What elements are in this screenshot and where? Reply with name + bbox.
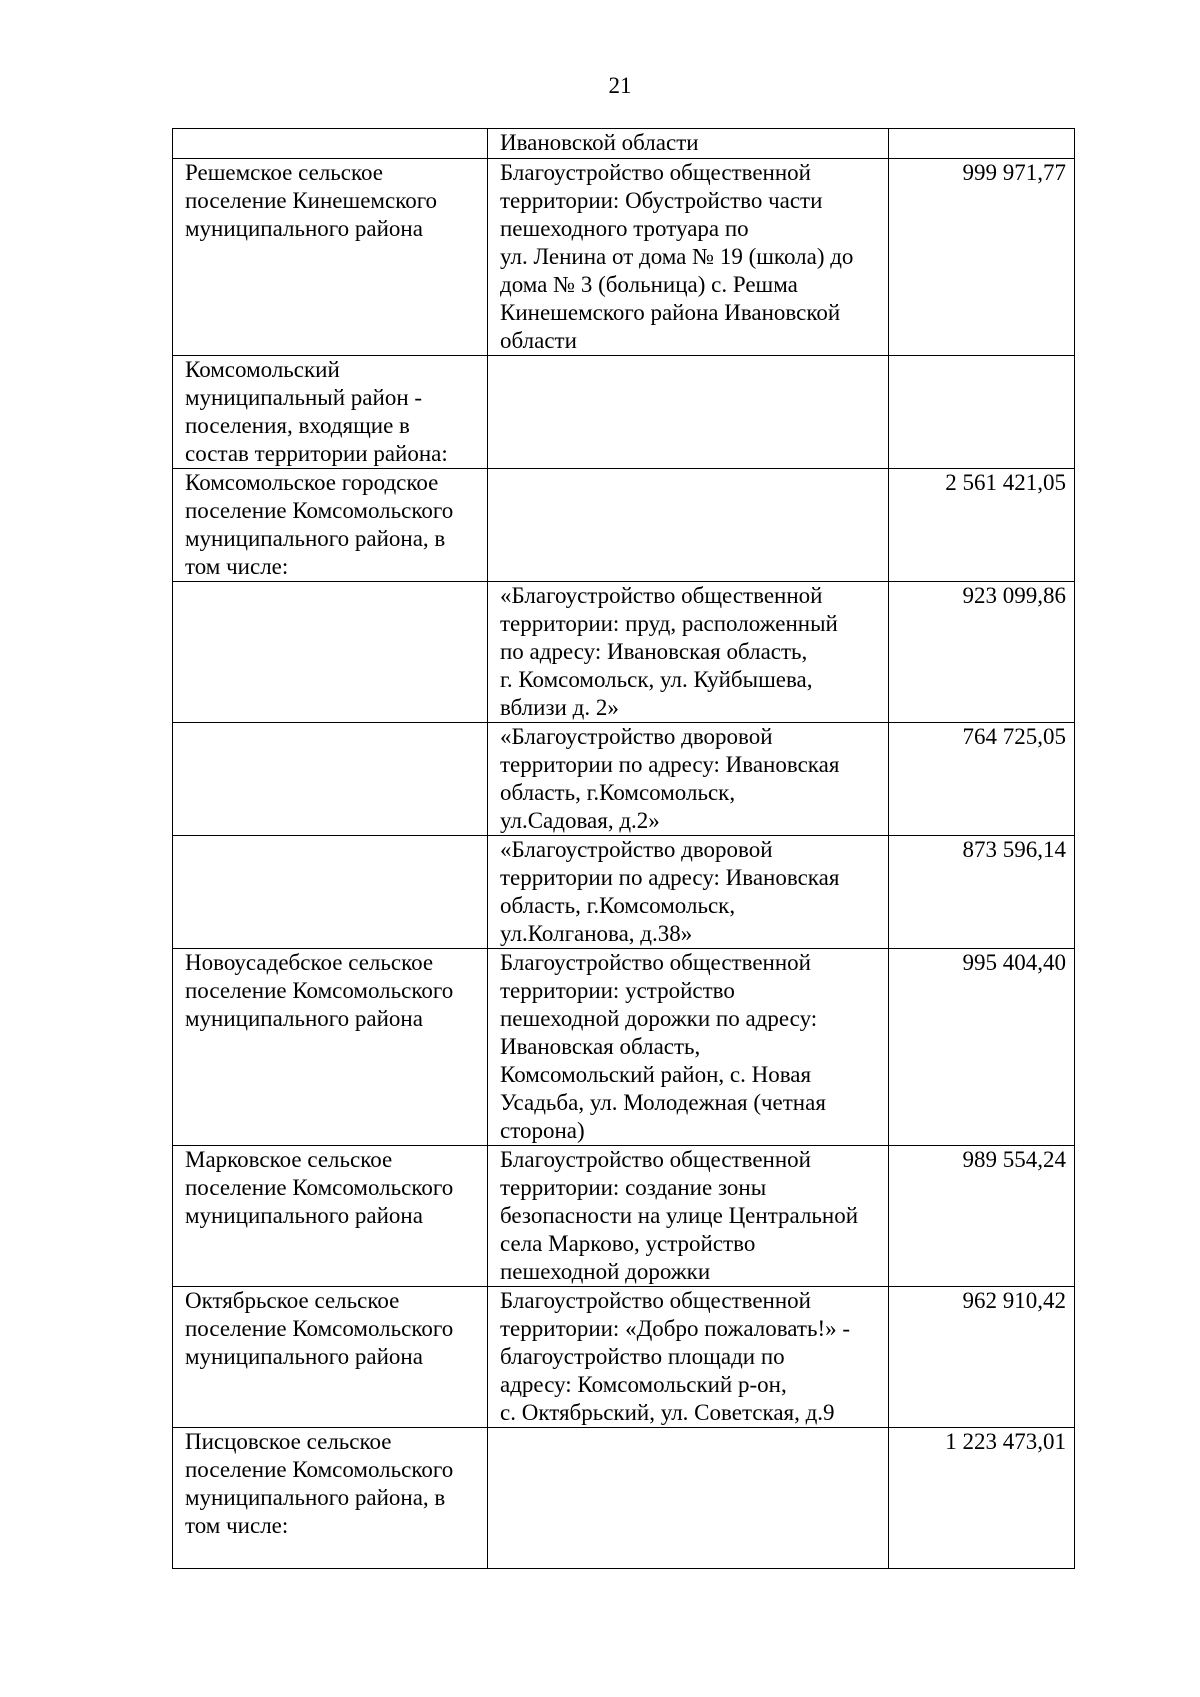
settlement-cell	[173, 129, 488, 159]
amount-cell	[889, 1428, 1075, 1569]
amount-cell	[889, 723, 1075, 836]
settlement-cell	[173, 1146, 488, 1287]
project-text: «Благоустройство дворовой территории по адресу: Ивановская область, г.Комсомольск, ул.Садовая, д.2»	[500, 724, 840, 833]
table-row	[173, 836, 1075, 949]
amount-text: 999 971,77	[962, 160, 1066, 185]
project-cell	[488, 836, 889, 949]
table-row	[173, 1428, 1075, 1569]
settlement-text: Марковское сельское поселение Комсомольского муниципального района	[185, 1147, 454, 1228]
table-row	[173, 469, 1075, 582]
amount-text: 989 554,24	[962, 1147, 1066, 1172]
table-row	[173, 1146, 1075, 1287]
amount-cell	[889, 159, 1075, 356]
project-cell	[488, 356, 889, 469]
project-cell	[488, 582, 889, 723]
settlement-cell	[173, 949, 488, 1146]
settlement-cell	[173, 582, 488, 723]
amount-cell	[889, 1287, 1075, 1428]
settlement-cell	[173, 1287, 488, 1428]
amount-cell	[889, 356, 1075, 469]
amount-cell	[889, 129, 1075, 159]
project-cell	[488, 159, 889, 356]
settlement-cell	[173, 723, 488, 836]
amount-cell	[889, 582, 1075, 723]
budget-table	[172, 128, 1075, 1569]
amount-cell	[889, 949, 1075, 1146]
settlement-text: Октябрьское сельское поселение Комсомольского муниципального района	[185, 1288, 454, 1369]
amount-text: 995 404,40	[962, 950, 1066, 975]
table-row	[173, 1287, 1075, 1428]
amount-text: 873 596,14	[962, 837, 1066, 862]
table-row	[173, 356, 1075, 469]
project-text: Благоустройство общественной территории: Обустройство части пешеходного тротуара по ул. Ленина от дома № 19 (школа) до дома № 3 (больница) с. Решма Кинешемского района Ивановской области	[500, 160, 854, 353]
settlement-cell	[173, 469, 488, 582]
table-row	[173, 159, 1075, 356]
page-number: 21	[608, 73, 632, 98]
project-cell	[488, 1428, 889, 1569]
project-cell	[488, 129, 889, 159]
project-text: Ивановской области	[500, 130, 699, 155]
settlement-cell	[173, 356, 488, 469]
amount-cell	[889, 469, 1075, 582]
table-row	[173, 723, 1075, 836]
settlement-cell	[173, 1428, 488, 1569]
project-text: Благоустройство общественной территории: «Добро пожаловать!» - благоустройство площади по адресу: Комсомольский р-он, с. Октябрьский, ул. Советская, д.9	[500, 1288, 851, 1425]
amount-cell	[889, 1146, 1075, 1287]
settlement-text: Писцовское сельское поселение Комсомольского муниципального района, в том числе:	[185, 1429, 454, 1538]
amount-text: 962 910,42	[962, 1288, 1066, 1313]
project-text: Благоустройство общественной территории: устройство пешеходной дорожки по адресу: Ивановская область, Комсомольский район, с. Новая Усадьба, ул. Молодежная (четная сторона)	[500, 950, 826, 1143]
amount-text: 1 223 473,01	[945, 1429, 1066, 1454]
table-row	[173, 129, 1075, 159]
settlement-cell	[173, 159, 488, 356]
project-cell	[488, 723, 889, 836]
amount-text: 923 099,86	[962, 583, 1066, 608]
project-cell	[488, 949, 889, 1146]
table-row	[173, 582, 1075, 723]
amount-text: 764 725,05	[962, 724, 1066, 749]
settlement-text: Решемское сельское поселение Кинешемского муниципального района	[185, 160, 438, 241]
project-text: «Благоустройство дворовой территории по адресу: Ивановская область, г.Комсомольск, ул.Колганова, д.38»	[500, 837, 840, 946]
project-cell	[488, 1287, 889, 1428]
project-text: Благоустройство общественной территории: создание зоны безопасности на улице Центральной села Марково, устройство пешеходной дорожки	[500, 1147, 859, 1284]
project-text: «Благоустройство общественной территории: пруд, расположенный по адресу: Ивановская область, г. Комсомольск, ул. Куйбышева, вблизи д. 2»	[500, 583, 838, 720]
settlement-text: Комсомольское городское поселение Комсомольского муниципального района, в том числе:	[185, 470, 454, 579]
amount-text: 2 561 421,05	[945, 470, 1066, 495]
settlement-cell	[173, 836, 488, 949]
settlement-text: Комсомольский муниципальный район - поселения, входящие в состав территории района:	[185, 357, 448, 466]
table-row	[173, 949, 1075, 1146]
settlement-text: Новоусадебское сельское поселение Комсомольского муниципального района	[185, 950, 454, 1031]
amount-cell	[889, 836, 1075, 949]
project-cell	[488, 1146, 889, 1287]
project-cell	[488, 469, 889, 582]
